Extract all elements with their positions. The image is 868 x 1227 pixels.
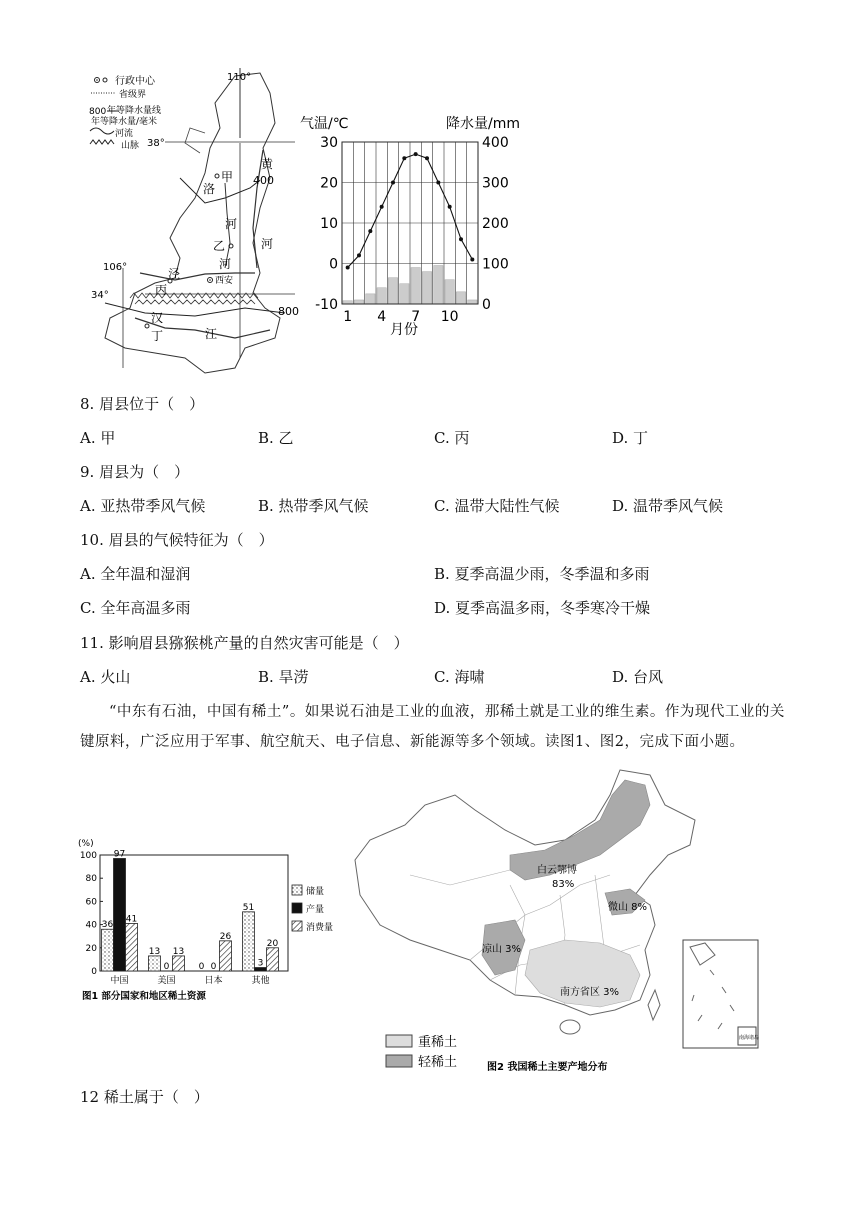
precip-bar <box>377 288 386 304</box>
lon-110: 110° <box>227 72 252 83</box>
climate-chart <box>298 112 538 344</box>
place-ding: 丁 <box>151 329 164 343</box>
fig1-caption: 图1 部分国家和地区稀土资源 <box>82 991 206 1002</box>
precip-bar <box>366 294 375 304</box>
inset-label: 南海诸岛 <box>739 1035 760 1041</box>
fig2-caption: 图2 我国稀土主要产地分布 <box>487 1062 608 1073</box>
month-tick-label: 1 <box>343 309 353 325</box>
q9-option-a[interactable]: A. 亚热带季风气候 <box>80 497 206 515</box>
qinling-mountains <box>130 293 258 304</box>
bar-0 <box>149 956 161 971</box>
q11-option-c[interactable]: C. 海啸 <box>434 668 485 686</box>
q11-option-a[interactable]: A. 火山 <box>80 668 131 686</box>
lat-38: 38° <box>147 138 165 149</box>
month-tick-label: 7 <box>411 309 421 325</box>
q9-option-c[interactable]: C. 温带大陆性气候 <box>434 497 560 515</box>
legend-heavy: 重稀土 <box>418 1035 458 1050</box>
lon-106: 106° <box>103 262 128 273</box>
bar-value-label: 13 <box>172 946 185 957</box>
temperature-point <box>346 266 350 270</box>
temp-axis-label: 气温/℃ <box>300 116 349 132</box>
question-8-stem: 8. 眉县位于（ ） <box>80 395 205 413</box>
bar-value-label: 41 <box>125 914 138 925</box>
label-baiyunebo: 白云鄂博 <box>537 865 577 876</box>
temperature-point <box>414 152 418 156</box>
iso-800: 800 <box>278 305 299 318</box>
y-tick-label: 0 <box>91 967 97 977</box>
temperature-point <box>402 156 406 160</box>
q11-option-d[interactable]: D. 台风 <box>612 668 664 686</box>
legend-swatch <box>292 903 302 913</box>
label-south: 南方省区 3% <box>560 987 620 998</box>
temperature-point <box>368 229 372 233</box>
legend-light: 轻稀土 <box>418 1055 458 1070</box>
q10-option-a[interactable]: A. 全年温和湿润 <box>80 565 191 583</box>
category-label: 日本 <box>204 976 223 986</box>
precip-tick-label: 400 <box>482 135 509 151</box>
passage-text: “中东有石油，中国有稀土”。如果说石油是工业的血液，那稀土就是工业的维生素。作为现代工业的关键原料，广泛应用于军事、航空航天、电子信息、新能源等多个领域。读图1、图2，完成下面小题。 <box>80 704 785 750</box>
legend-label: 储量 <box>306 887 325 897</box>
precip-bar <box>422 272 431 304</box>
q11-option-b[interactable]: B. 旱涝 <box>258 668 309 686</box>
bar-value-label: 0 <box>210 962 217 972</box>
bar-2 <box>126 923 138 971</box>
bar-value-label: 0 <box>198 962 205 972</box>
q10-option-b[interactable]: B. 夏季高温少雨，冬季温和多雨 <box>434 565 650 583</box>
place-jia: 甲 <box>221 170 234 184</box>
china-rare-earth-map <box>350 765 765 1080</box>
place-xian: 西安 <box>215 276 234 286</box>
bar-0 <box>102 929 114 971</box>
temperature-point <box>459 237 463 241</box>
y-tick-label: 20 <box>85 943 97 954</box>
bar-2 <box>173 956 185 971</box>
precip-tick-label: 200 <box>482 216 509 232</box>
q8-option-c[interactable]: C. 丙 <box>434 429 470 447</box>
legend-boundary: 省级界 <box>119 90 147 100</box>
place-yi: 乙 <box>213 239 226 253</box>
legend-swatch <box>292 885 302 895</box>
bar-value-label: 20 <box>266 938 279 949</box>
q10-option-d[interactable]: D. 夏季高温多雨，冬季寒冷干燥 <box>434 599 651 617</box>
q8-option-a[interactable]: A. 甲 <box>80 429 116 447</box>
y-tick-label: 60 <box>85 897 97 908</box>
precip-tick-label: 0 <box>482 297 491 313</box>
legend-isoline-unit: 年等降水量/毫米 <box>91 117 158 127</box>
month-tick-label: 4 <box>377 309 387 325</box>
q10-option-c[interactable]: C. 全年高温多雨 <box>80 599 191 617</box>
bar-value-label: 97 <box>113 849 126 860</box>
precip-tick-label: 300 <box>482 175 509 192</box>
lat-34: 34° <box>91 290 109 301</box>
legend-swatch <box>292 921 302 931</box>
river-luo-he: 河 <box>225 217 238 231</box>
category-label: 其他 <box>251 976 270 986</box>
temp-tick-label: 30 <box>320 135 338 151</box>
precip-axis-label: 降水量/mm <box>446 116 520 132</box>
river-jiang: 江 <box>205 327 218 341</box>
temperature-point <box>425 156 429 160</box>
label-baiyunebo-pct: 83% <box>552 879 575 890</box>
precip-bar <box>434 266 443 304</box>
river-huang-he: 河 <box>261 237 274 251</box>
legend-label: 产量 <box>306 905 325 915</box>
bar-1 <box>114 858 126 971</box>
place-bing: 丙 <box>155 283 168 297</box>
precip-bar <box>388 278 397 304</box>
precip-bar <box>400 284 409 304</box>
legend-label: 消费量 <box>306 923 334 933</box>
month-axis-label: 月份 <box>390 322 418 338</box>
question-9-stem: 9. 眉县为（ ） <box>80 463 190 481</box>
shaanxi-map <box>85 68 300 383</box>
temp-tick-label: 0 <box>329 256 338 273</box>
precip-bar <box>411 268 420 304</box>
category-label: 中国 <box>110 976 129 986</box>
temperature-point <box>380 205 384 209</box>
temperature-point <box>470 257 474 261</box>
label-liangshan: 凉山 3% <box>482 944 522 955</box>
precip-bar <box>354 300 363 304</box>
iso-400: 400 <box>253 174 274 187</box>
river-huang: 黄 <box>261 157 274 171</box>
legend-isoline: 年等降水量线 <box>107 106 162 116</box>
bar-value-label: 51 <box>242 902 255 913</box>
category-label: 美国 <box>157 976 176 986</box>
bar-value-label: 3 <box>257 958 264 969</box>
bar-2 <box>220 941 232 971</box>
rare-earth-bar-chart <box>76 835 351 1010</box>
question-12-stem: 12 稀土属于（ ） <box>80 1088 209 1106</box>
legend-admin: 行政中心 <box>115 76 155 87</box>
y-tick-label: 40 <box>85 920 97 931</box>
month-tick-label: 10 <box>440 309 459 325</box>
precip-bar <box>456 292 465 304</box>
legend-mountain: 山脉 <box>121 141 140 151</box>
label-weishan: 微山 8% <box>608 902 648 913</box>
precip-tick-label: 100 <box>482 256 509 273</box>
bar-y-unit: (%) <box>78 839 94 849</box>
bar-value-label: 26 <box>219 931 232 942</box>
precip-bar <box>468 300 477 304</box>
temp-tick-label: 20 <box>320 175 338 192</box>
temperature-point <box>391 181 395 185</box>
temp-tick-label: -10 <box>315 297 338 313</box>
river-wei: 河 <box>219 257 232 271</box>
legend-river: 河流 <box>115 129 134 139</box>
temperature-point <box>357 253 361 257</box>
bar-0 <box>243 912 255 971</box>
temperature-point <box>448 205 452 209</box>
q9-option-b[interactable]: B. 热带季风气候 <box>258 497 369 515</box>
q8-option-d[interactable]: D. 丁 <box>612 429 649 447</box>
temperature-point <box>436 181 440 185</box>
river-jing: 泾 <box>168 267 181 281</box>
y-tick-label: 80 <box>85 874 97 885</box>
question-11-stem: 11. 影响眉县猕猴桃产量的自然灾害可能是（ ） <box>80 634 409 652</box>
bar-value-label: 36 <box>101 920 114 931</box>
river-luo: 洛 <box>203 182 216 196</box>
q9-option-d[interactable]: D. 温带季风气候 <box>612 497 724 515</box>
question-10-stem: 10. 眉县的气候特征为（ ） <box>80 531 274 549</box>
river-han: 汉 <box>151 311 164 325</box>
q8-option-b[interactable]: B. 乙 <box>258 429 294 447</box>
precip-bar <box>445 280 454 304</box>
legend-800: 800 <box>89 107 107 117</box>
y-tick-label: 100 <box>79 851 97 861</box>
bar-2 <box>267 948 279 971</box>
temp-tick-label: 10 <box>320 216 338 232</box>
bar-value-label: 0 <box>163 962 170 972</box>
bar-value-label: 13 <box>148 946 161 957</box>
